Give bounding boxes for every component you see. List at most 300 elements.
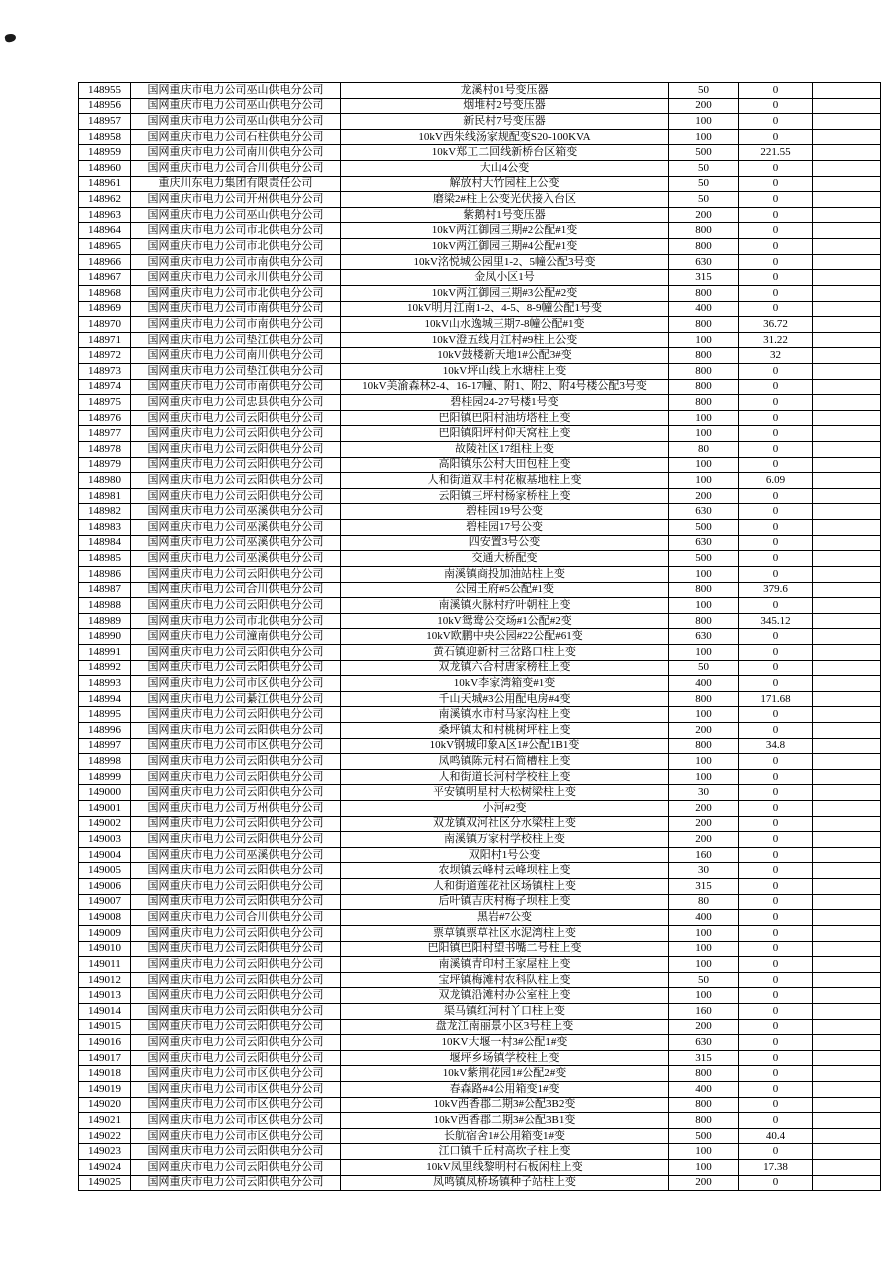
cell-id: 149021: [79, 1113, 131, 1129]
cell-id: 148987: [79, 582, 131, 598]
cell-device-name: 10kV郑工二回线新桥台区箱变: [341, 145, 669, 161]
cell-device-name: 交通大桥配变: [341, 551, 669, 567]
cell-company: 国网重庆市电力公司巫溪供电分公司: [131, 551, 341, 567]
cell-device-name: 公园王府#5公配#1变: [341, 582, 669, 598]
cell-empty: [813, 98, 881, 114]
cell-company: 国网重庆市电力公司云阳供电分公司: [131, 1003, 341, 1019]
table-row: [79, 192, 881, 208]
cell-device-name: 平安镇明星村大松树梁柱上变: [341, 785, 669, 801]
cell-capacity: 800: [669, 363, 739, 379]
cell-value: 0: [739, 660, 813, 676]
cell-company: 国网重庆市电力公司云阳供电分公司: [131, 941, 341, 957]
cell-company: 国网重庆市电力公司市南供电分公司: [131, 379, 341, 395]
cell-device-name: 10kV欧鹏中央公园#22公配#61变: [341, 629, 669, 645]
cell-device-name: 桑坪镇太和村桃树坪柱上变: [341, 722, 669, 738]
cell-empty: [813, 129, 881, 145]
cell-empty: [813, 785, 881, 801]
cell-device-name: 大山4公变: [341, 161, 669, 177]
cell-capacity: 50: [669, 192, 739, 208]
cell-capacity: 100: [669, 1160, 739, 1176]
table-row: [79, 1003, 881, 1019]
cell-id: 149014: [79, 1003, 131, 1019]
cell-device-name: 农坝镇云峰村云峰坝柱上变: [341, 863, 669, 879]
cell-company: 国网重庆市电力公司市区供电分公司: [131, 1097, 341, 1113]
cell-id: 148993: [79, 676, 131, 692]
cell-capacity: 200: [669, 488, 739, 504]
cell-device-name: 高阳镇乐公村大田包柱上变: [341, 457, 669, 473]
cell-empty: [813, 1160, 881, 1176]
cell-value: 379.6: [739, 582, 813, 598]
cell-capacity: 800: [669, 348, 739, 364]
cell-capacity: 30: [669, 863, 739, 879]
cell-capacity: 800: [669, 395, 739, 411]
cell-capacity: 200: [669, 1019, 739, 1035]
cell-empty: [813, 426, 881, 442]
cell-value: 0: [739, 223, 813, 239]
cell-company: 国网重庆市电力公司云阳供电分公司: [131, 957, 341, 973]
cell-value: 0: [739, 863, 813, 879]
cell-capacity: 100: [669, 644, 739, 660]
cell-capacity: 800: [669, 613, 739, 629]
cell-device-name: 巴阳镇巴阳村望书嘴二号柱上变: [341, 941, 669, 957]
cell-device-name: 后叶镇吉庆村梅子坝柱上变: [341, 894, 669, 910]
table-row: [79, 566, 881, 582]
cell-empty: [813, 239, 881, 255]
table-row: [79, 1128, 881, 1144]
cell-id: 148963: [79, 207, 131, 223]
cell-device-name: 巴阳镇巴阳村油坊塔柱上变: [341, 410, 669, 426]
table-row: [79, 98, 881, 114]
cell-value: 0: [739, 535, 813, 551]
cell-id: 148967: [79, 270, 131, 286]
table-row: [79, 910, 881, 926]
cell-value: 0: [739, 1175, 813, 1191]
table-row: [79, 1050, 881, 1066]
cell-empty: [813, 1035, 881, 1051]
cell-company: 国网重庆市电力公司巫溪供电分公司: [131, 535, 341, 551]
cell-capacity: 500: [669, 520, 739, 536]
cell-empty: [813, 285, 881, 301]
table-row: [79, 332, 881, 348]
cell-empty: [813, 879, 881, 895]
cell-empty: [813, 957, 881, 973]
cell-value: 0: [739, 98, 813, 114]
cell-capacity: 50: [669, 660, 739, 676]
cell-device-name: 碧桂园17号公变: [341, 520, 669, 536]
cell-value: 0: [739, 1019, 813, 1035]
cell-company: 国网重庆市电力公司云阳供电分公司: [131, 1144, 341, 1160]
table-row: [79, 254, 881, 270]
cell-id: 148991: [79, 644, 131, 660]
cell-value: 0: [739, 504, 813, 520]
cell-device-name: 凤鸣镇凤桥场镇种子站柱上变: [341, 1175, 669, 1191]
cell-id: 148997: [79, 738, 131, 754]
table-row: [79, 285, 881, 301]
cell-capacity: 400: [669, 676, 739, 692]
cell-id: 148955: [79, 83, 131, 99]
cell-capacity: 630: [669, 254, 739, 270]
cell-company: 国网重庆市电力公司云阳供电分公司: [131, 1050, 341, 1066]
table-row: [79, 426, 881, 442]
cell-capacity: 80: [669, 894, 739, 910]
cell-device-name: 10kV坪山线上水塘柱上变: [341, 363, 669, 379]
cell-device-name: 紫鹅村1号变压器: [341, 207, 669, 223]
cell-empty: [813, 1113, 881, 1129]
table-row: [79, 410, 881, 426]
cell-empty: [813, 910, 881, 926]
cell-id: 148958: [79, 129, 131, 145]
cell-empty: [813, 644, 881, 660]
table-row: [79, 957, 881, 973]
cell-empty: [813, 348, 881, 364]
table-row: [79, 988, 881, 1004]
cell-capacity: 100: [669, 426, 739, 442]
table-row: [79, 270, 881, 286]
cell-device-name: 10kV紫荆花园1#公配2#变: [341, 1066, 669, 1082]
table-row: [79, 457, 881, 473]
cell-value: 6.09: [739, 473, 813, 489]
table-row: [79, 629, 881, 645]
cell-device-name: 人和街道莲花社区场镇柱上变: [341, 879, 669, 895]
cell-company: 国网重庆市电力公司合川供电分公司: [131, 161, 341, 177]
cell-device-name: 龙溪村01号变压器: [341, 83, 669, 99]
cell-company: 国网重庆市电力公司云阳供电分公司: [131, 972, 341, 988]
cell-value: 0: [739, 161, 813, 177]
cell-company: 国网重庆市电力公司云阳供电分公司: [131, 644, 341, 660]
cell-id: 148975: [79, 395, 131, 411]
cell-id: 148999: [79, 769, 131, 785]
cell-empty: [813, 379, 881, 395]
cell-value: 0: [739, 129, 813, 145]
cell-company: 国网重庆市电力公司云阳供电分公司: [131, 863, 341, 879]
table-row: [79, 691, 881, 707]
cell-device-name: 10kV美渝森林2-4、16-17幢、附1、附2、附4号楼公配3号变: [341, 379, 669, 395]
cell-empty: [813, 972, 881, 988]
cell-capacity: 30: [669, 785, 739, 801]
cell-empty: [813, 317, 881, 333]
cell-empty: [813, 660, 881, 676]
cell-empty: [813, 551, 881, 567]
cell-value: 32: [739, 348, 813, 364]
cell-company: 国网重庆市电力公司开州供电分公司: [131, 192, 341, 208]
cell-company: 国网重庆市电力公司巫溪供电分公司: [131, 520, 341, 536]
cell-id: 149005: [79, 863, 131, 879]
cell-company: 国网重庆市电力公司云阳供电分公司: [131, 816, 341, 832]
cell-value: 0: [739, 676, 813, 692]
cell-company: 国网重庆市电力公司云阳供电分公司: [131, 566, 341, 582]
cell-capacity: 800: [669, 691, 739, 707]
cell-device-name: 巴阳镇阳坪村仰天窝柱上变: [341, 426, 669, 442]
cell-company: 国网重庆市电力公司云阳供电分公司: [131, 832, 341, 848]
cell-company: 国网重庆市电力公司合川供电分公司: [131, 910, 341, 926]
cell-device-name: 10kV两江御园三期#2公配#1变: [341, 223, 669, 239]
table-row: [79, 145, 881, 161]
cell-device-name: 故陵社区17组柱上变: [341, 442, 669, 458]
table-row: [79, 379, 881, 395]
cell-value: 345.12: [739, 613, 813, 629]
table-row: [79, 863, 881, 879]
cell-id: 149024: [79, 1160, 131, 1176]
cell-capacity: 100: [669, 988, 739, 1004]
cell-empty: [813, 114, 881, 130]
cell-empty: [813, 988, 881, 1004]
cell-company: 国网重庆市电力公司云阳供电分公司: [131, 722, 341, 738]
cell-capacity: 100: [669, 332, 739, 348]
cell-capacity: 100: [669, 473, 739, 489]
table-row: [79, 972, 881, 988]
table-row: [79, 785, 881, 801]
cell-id: 148973: [79, 363, 131, 379]
cell-value: 0: [739, 769, 813, 785]
cell-company: 国网重庆市电力公司市区供电分公司: [131, 738, 341, 754]
cell-company: 国网重庆市电力公司巫山供电分公司: [131, 207, 341, 223]
cell-company: 国网重庆市电力公司云阳供电分公司: [131, 879, 341, 895]
cell-value: 0: [739, 598, 813, 614]
cell-company: 国网重庆市电力公司石柱供电分公司: [131, 129, 341, 145]
cell-company: 国网重庆市电力公司巫山供电分公司: [131, 114, 341, 130]
cell-company: 国网重庆市电力公司巫山供电分公司: [131, 83, 341, 99]
cell-device-name: 10KV大堰一村3#公配1#变: [341, 1035, 669, 1051]
table-row: [79, 1019, 881, 1035]
cell-value: 0: [739, 363, 813, 379]
cell-device-name: 10kV西香郡二期3#公配3B1变: [341, 1113, 669, 1129]
cell-id: 149017: [79, 1050, 131, 1066]
cell-id: 148979: [79, 457, 131, 473]
cell-id: 148970: [79, 317, 131, 333]
cell-company: 国网重庆市电力公司忠县供电分公司: [131, 395, 341, 411]
cell-empty: [813, 442, 881, 458]
cell-company: 国网重庆市电力公司垫江供电分公司: [131, 363, 341, 379]
cell-capacity: 100: [669, 707, 739, 723]
cell-device-name: 新民村7号变压器: [341, 114, 669, 130]
cell-device-name: 渠马镇红河村丫口柱上变: [341, 1003, 669, 1019]
cell-company: 国网重庆市电力公司市区供电分公司: [131, 1128, 341, 1144]
cell-device-name: 长航宿舍1#公用箱变1#变: [341, 1128, 669, 1144]
cell-value: 0: [739, 644, 813, 660]
cell-empty: [813, 894, 881, 910]
cell-empty: [813, 83, 881, 99]
cell-empty: [813, 613, 881, 629]
table-row: [79, 83, 881, 99]
cell-capacity: 400: [669, 301, 739, 317]
cell-empty: [813, 1175, 881, 1191]
cell-device-name: 金凤小区1号: [341, 270, 669, 286]
cell-id: 149018: [79, 1066, 131, 1082]
cell-value: 0: [739, 1050, 813, 1066]
cell-company: 国网重庆市电力公司市区供电分公司: [131, 1066, 341, 1082]
cell-device-name: 票草镇票草社区水泥湾柱上变: [341, 925, 669, 941]
cell-id: 148998: [79, 754, 131, 770]
cell-company: 国网重庆市电力公司市南供电分公司: [131, 254, 341, 270]
cell-capacity: 100: [669, 114, 739, 130]
cell-value: 0: [739, 488, 813, 504]
cell-company: 国网重庆市电力公司永川供电分公司: [131, 270, 341, 286]
cell-value: 0: [739, 566, 813, 582]
cell-value: 0: [739, 816, 813, 832]
table-row: [79, 317, 881, 333]
cell-device-name: 10kV澄五线月江村#9柱上公变: [341, 332, 669, 348]
cell-capacity: 500: [669, 551, 739, 567]
cell-id: 149016: [79, 1035, 131, 1051]
cell-company: 国网重庆市电力公司万州供电分公司: [131, 801, 341, 817]
cell-id: 148990: [79, 629, 131, 645]
cell-company: 国网重庆市电力公司市北供电分公司: [131, 239, 341, 255]
cell-capacity: 100: [669, 941, 739, 957]
cell-value: 0: [739, 254, 813, 270]
table-row: [79, 1113, 881, 1129]
cell-device-name: 春森路#4公用箱变1#变: [341, 1082, 669, 1098]
cell-device-name: 10kV明月江南1-2、4-5、8-9幢公配1号变: [341, 301, 669, 317]
table-row: [79, 114, 881, 130]
cell-device-name: 碧桂园24-27号楼1号变: [341, 395, 669, 411]
table-row: [79, 488, 881, 504]
cell-value: 0: [739, 114, 813, 130]
cell-id: 149003: [79, 832, 131, 848]
cell-value: 171.68: [739, 691, 813, 707]
cell-empty: [813, 598, 881, 614]
cell-device-name: 10kV山水逸城三期7-8幢公配#1变: [341, 317, 669, 333]
cell-company: 国网重庆市电力公司云阳供电分公司: [131, 1019, 341, 1035]
cell-capacity: 630: [669, 535, 739, 551]
cell-device-name: 10kV钢城印象A区1#公配1B1变: [341, 738, 669, 754]
cell-device-name: 双龙镇六合村唐家榜柱上变: [341, 660, 669, 676]
cell-id: 149007: [79, 894, 131, 910]
cell-id: 149020: [79, 1097, 131, 1113]
table-row: [79, 161, 881, 177]
cell-capacity: 200: [669, 722, 739, 738]
cell-empty: [813, 223, 881, 239]
cell-id: 149008: [79, 910, 131, 926]
cell-device-name: 千山天城#3公用配电房#4变: [341, 691, 669, 707]
table-row: [79, 239, 881, 255]
cell-id: 148976: [79, 410, 131, 426]
cell-empty: [813, 941, 881, 957]
cell-capacity: 800: [669, 379, 739, 395]
table-row: [79, 722, 881, 738]
cell-device-name: 凤鸣镇陈元村石简槽柱上变: [341, 754, 669, 770]
cell-empty: [813, 629, 881, 645]
cell-empty: [813, 301, 881, 317]
cell-company: 国网重庆市电力公司云阳供电分公司: [131, 442, 341, 458]
cell-capacity: 630: [669, 504, 739, 520]
table-row: [79, 504, 881, 520]
cell-id: 148994: [79, 691, 131, 707]
table-row: [79, 738, 881, 754]
cell-capacity: 800: [669, 239, 739, 255]
table-row: [79, 1082, 881, 1098]
cell-capacity: 100: [669, 410, 739, 426]
cell-empty: [813, 1066, 881, 1082]
cell-company: 国网重庆市电力公司云阳供电分公司: [131, 988, 341, 1004]
cell-id: 148965: [79, 239, 131, 255]
table-row: [79, 395, 881, 411]
cell-empty: [813, 192, 881, 208]
cell-device-name: 10kV鸳鸯公交场#1公配#2变: [341, 613, 669, 629]
table-row: [79, 535, 881, 551]
cell-device-name: 四安置3号公变: [341, 535, 669, 551]
table-row: [79, 129, 881, 145]
cell-id: 148978: [79, 442, 131, 458]
cell-empty: [813, 816, 881, 832]
cell-id: 148985: [79, 551, 131, 567]
cell-capacity: 100: [669, 1144, 739, 1160]
cell-company: 国网重庆市电力公司云阳供电分公司: [131, 707, 341, 723]
cell-company: 国网重庆市电力公司市区供电分公司: [131, 1113, 341, 1129]
cell-value: 0: [739, 988, 813, 1004]
cell-capacity: 800: [669, 223, 739, 239]
cell-empty: [813, 535, 881, 551]
table-row: [79, 816, 881, 832]
cell-empty: [813, 754, 881, 770]
table-row: [79, 1066, 881, 1082]
cell-empty: [813, 566, 881, 582]
cell-empty: [813, 1144, 881, 1160]
corner-mark: [4, 33, 16, 43]
cell-id: 148966: [79, 254, 131, 270]
table-row: [79, 1160, 881, 1176]
table-row: [79, 301, 881, 317]
cell-value: 0: [739, 722, 813, 738]
cell-value: 0: [739, 207, 813, 223]
cell-empty: [813, 161, 881, 177]
table-row: [79, 551, 881, 567]
cell-company: 国网重庆市电力公司巫溪供电分公司: [131, 847, 341, 863]
cell-company: 国网重庆市电力公司南川供电分公司: [131, 348, 341, 364]
cell-id: 148961: [79, 176, 131, 192]
cell-id: 149025: [79, 1175, 131, 1191]
cell-capacity: 315: [669, 879, 739, 895]
cell-device-name: 双阳村1号公变: [341, 847, 669, 863]
cell-value: 0: [739, 1066, 813, 1082]
cell-company: 国网重庆市电力公司合川供电分公司: [131, 582, 341, 598]
cell-id: 148962: [79, 192, 131, 208]
cell-empty: [813, 925, 881, 941]
table-row: [79, 754, 881, 770]
cell-capacity: 630: [669, 1035, 739, 1051]
cell-value: 36.72: [739, 317, 813, 333]
cell-value: 0: [739, 1113, 813, 1129]
cell-device-name: 南溪镇商投加油站柱上变: [341, 566, 669, 582]
cell-id: 148986: [79, 566, 131, 582]
cell-empty: [813, 832, 881, 848]
table-row: [79, 520, 881, 536]
cell-value: 0: [739, 1144, 813, 1160]
cell-value: 0: [739, 1035, 813, 1051]
cell-company: 国网重庆市电力公司云阳供电分公司: [131, 754, 341, 770]
cell-capacity: 50: [669, 972, 739, 988]
cell-empty: [813, 504, 881, 520]
cell-capacity: 80: [669, 442, 739, 458]
table-row: [79, 176, 881, 192]
cell-id: 148996: [79, 722, 131, 738]
cell-company: 重庆川东电力集团有限责任公司: [131, 176, 341, 192]
cell-device-name: 黄石镇迎新村三岔路口柱上变: [341, 644, 669, 660]
cell-empty: [813, 691, 881, 707]
cell-company: 国网重庆市电力公司云阳供电分公司: [131, 894, 341, 910]
cell-value: 0: [739, 83, 813, 99]
cell-value: 0: [739, 457, 813, 473]
cell-capacity: 400: [669, 1082, 739, 1098]
cell-value: 0: [739, 941, 813, 957]
cell-empty: [813, 332, 881, 348]
table-row: [79, 207, 881, 223]
cell-empty: [813, 520, 881, 536]
cell-empty: [813, 176, 881, 192]
cell-value: 0: [739, 426, 813, 442]
cell-id: 149000: [79, 785, 131, 801]
table-row: [79, 613, 881, 629]
cell-capacity: 100: [669, 129, 739, 145]
